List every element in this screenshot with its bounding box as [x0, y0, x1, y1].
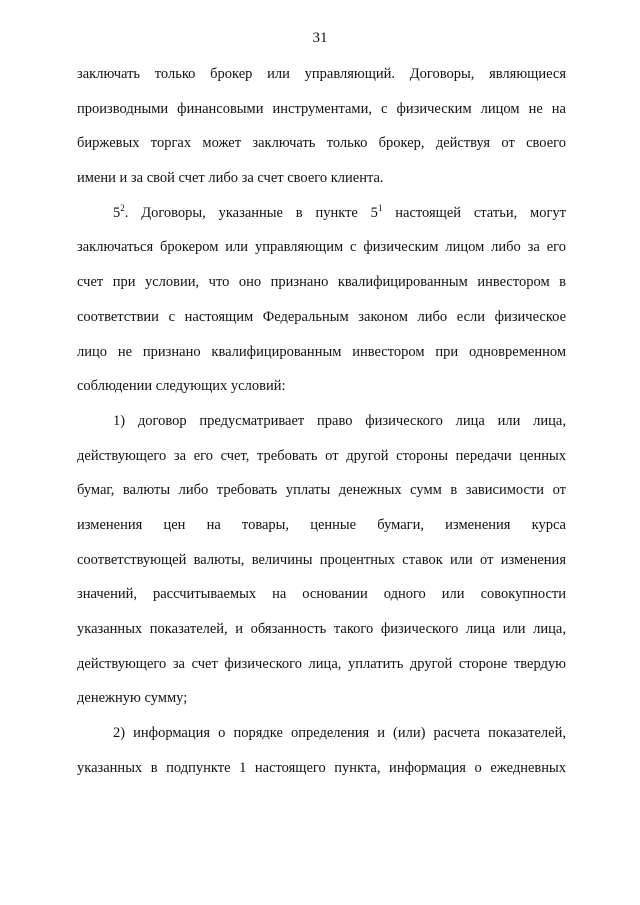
- clause-number: 5: [113, 204, 121, 221]
- text-line: изменения цен на товары, ценные бумаги, изменения курса: [77, 516, 566, 533]
- text-line: заключаться брокером или управляющим с физическим лицом либо за его: [77, 239, 566, 256]
- clause-number-superscript: 2: [120, 202, 125, 213]
- text-line: соответствии с настоящим Федеральным законом либо если физическое: [77, 308, 566, 325]
- document-body: [77, 64, 566, 792]
- page-number: 31: [312, 30, 328, 46]
- text-line: соответствующей валюты, величины процентных ставок или от изменения: [77, 551, 566, 568]
- text-line: денежную сумму;: [77, 690, 188, 707]
- clause-text-end: настоящей статьи, могут: [382, 204, 566, 221]
- text-line: соблюдении следующих условий:: [77, 378, 286, 395]
- text-line: биржевых торгах может заключать только брокер, действуя от своего: [77, 135, 566, 152]
- text-line: действующего за счет физического лица, уплатить другой стороне твердую: [77, 655, 566, 672]
- clause-text: . Договоры, указанные в пункте 5: [124, 204, 378, 221]
- text-line: бумаг, валюты либо требовать уплаты денежных сумм в зависимости от: [77, 482, 566, 499]
- clause-5-2-line: [77, 203, 566, 238]
- text-line: производными финансовыми инструментами, с физическим лицом не на: [77, 100, 566, 117]
- text-line: имени и за свой счет либо за счет своего клиента.: [77, 170, 384, 187]
- text-line: действующего за его счет, требовать от другой стороны передачи ценных: [77, 447, 566, 464]
- text-line: указанных показателей, и обязанность такого физического лица или лица,: [77, 621, 566, 637]
- text-line: лицо не признано квалифицированным инвестором при одновременном: [77, 343, 566, 360]
- referenced-clause-superscript: 1: [377, 202, 383, 213]
- list-item-1-line: 1) договор предусматривает право физического лица или лица,: [113, 412, 566, 429]
- text-line: счет при условии, что оно признано квалифицированным инвестором в: [77, 274, 566, 291]
- text-line: значений, рассчитываемых на основании одного или совокупности: [77, 586, 566, 603]
- text-line: заключать только брокер или управляющий. Договоры, являющиеся: [77, 66, 566, 82]
- list-item-2-line: 2) информация о порядке определения и (или) расчета показателей,: [113, 725, 566, 742]
- text-line: указанных в подпункте 1 настоящего пункта, информация о ежедневных: [77, 759, 566, 776]
